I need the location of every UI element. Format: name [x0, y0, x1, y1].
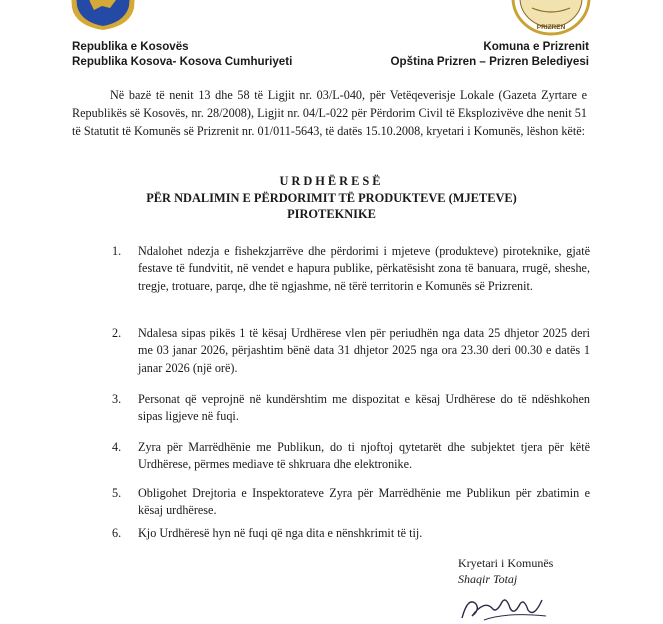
item-number: 1.	[112, 244, 122, 258]
signatory-role: Kryetari i Komunës	[458, 556, 554, 570]
kosovo-coat-of-arms-icon	[64, 0, 142, 30]
item-number: 6.	[112, 526, 122, 540]
item-text: Ndalesa sipas pikës 1 të kësaj Urdhërese vlen për periudhën nga data 25 dhjetor 2025 deri me 03 janar 2026, përjashtim bënë data 31 dhjetor 2025 nga ora 23.30 deri 00.30 e datës 1 janar 2026 (një orë).	[138, 326, 590, 375]
svg-text:PRIZREN: PRIZREN	[536, 24, 566, 31]
municipality-name: Komuna e Prizrenit	[483, 40, 589, 53]
document-subtitle-line1: PËR NDALIMIN E PËRDORIMIT TË PRODUKTEVE (MJETEVE)	[146, 191, 517, 205]
legal-preamble: Në bazë të nenit 13 dhe 58 të Ligjit nr. 03/L-040, për Vetëqeverisje Lokale (Gazeta Zyrtare e Republikës së Kosovës, nr. 28/2008), Ligjit nr. 04/L-022 për Përdorim Civil të Eksplozivëve dhe nenit 51 të Statutit të Komunës së Prizrenit nr. 01/011-5643, të datës 15.10.2008, kryetari i Komunës, lëshon këtë:	[72, 88, 587, 138]
item-number: 5.	[112, 486, 122, 500]
handwritten-signature-icon	[454, 590, 564, 624]
municipality-name-translations: Opština Prizren – Prizren Belediyesi	[390, 55, 589, 68]
document-subtitle-line2: PIROTEKNIKE	[287, 207, 376, 221]
item-text: Personat që veprojnë në kundërshtim me dispozitat e kësaj Urdhërese do të ndëshkohen sipas ligjeve në fuqi.	[138, 392, 590, 424]
header-left	[72, 39, 292, 69]
item-text: Obligohet Drejtoria e Inspektorateve Zyra për Marrëdhënie me Publikun për zbatimin e kësaj urdhërese.	[138, 486, 590, 518]
prizren-municipality-seal-icon	[510, 0, 592, 36]
item-text: Zyra për Marrëdhënie me Publikun, do ti njoftoj qytetarët dhe subjektet tjera për këtë Urdhërese, përmes mediave të shkruara dhe elektronike.	[138, 440, 590, 472]
country-name: Republika e Kosovës	[72, 40, 189, 53]
item-number: 3.	[112, 392, 122, 406]
item-text: Kjo Urdhëresë hyn në fuqi që nga dita e nënshkrimit të tij.	[138, 526, 423, 540]
item-number: 4.	[112, 440, 122, 454]
header-right	[391, 39, 589, 69]
signatory-name: Shaqir Totaj	[458, 572, 518, 586]
country-name-translations: Republika Kosova- Kosova Cumhuriyeti	[72, 55, 293, 68]
item-number: 2.	[112, 326, 122, 340]
document-title: URDHËRESË	[279, 174, 384, 188]
item-text: Ndalohet ndezja e fishekzjarrëve dhe përdorimi i mjeteve (produkteve) piroteknike, gjatë festave të fundvitit, në vendet e hapura publike, përkatësisht zona të banuara, rrugë, sheshe, tregje, trotuare, parqe, dhe të ngjashme, në tërë territorin e Komunës së Prizrenit.	[138, 244, 590, 293]
